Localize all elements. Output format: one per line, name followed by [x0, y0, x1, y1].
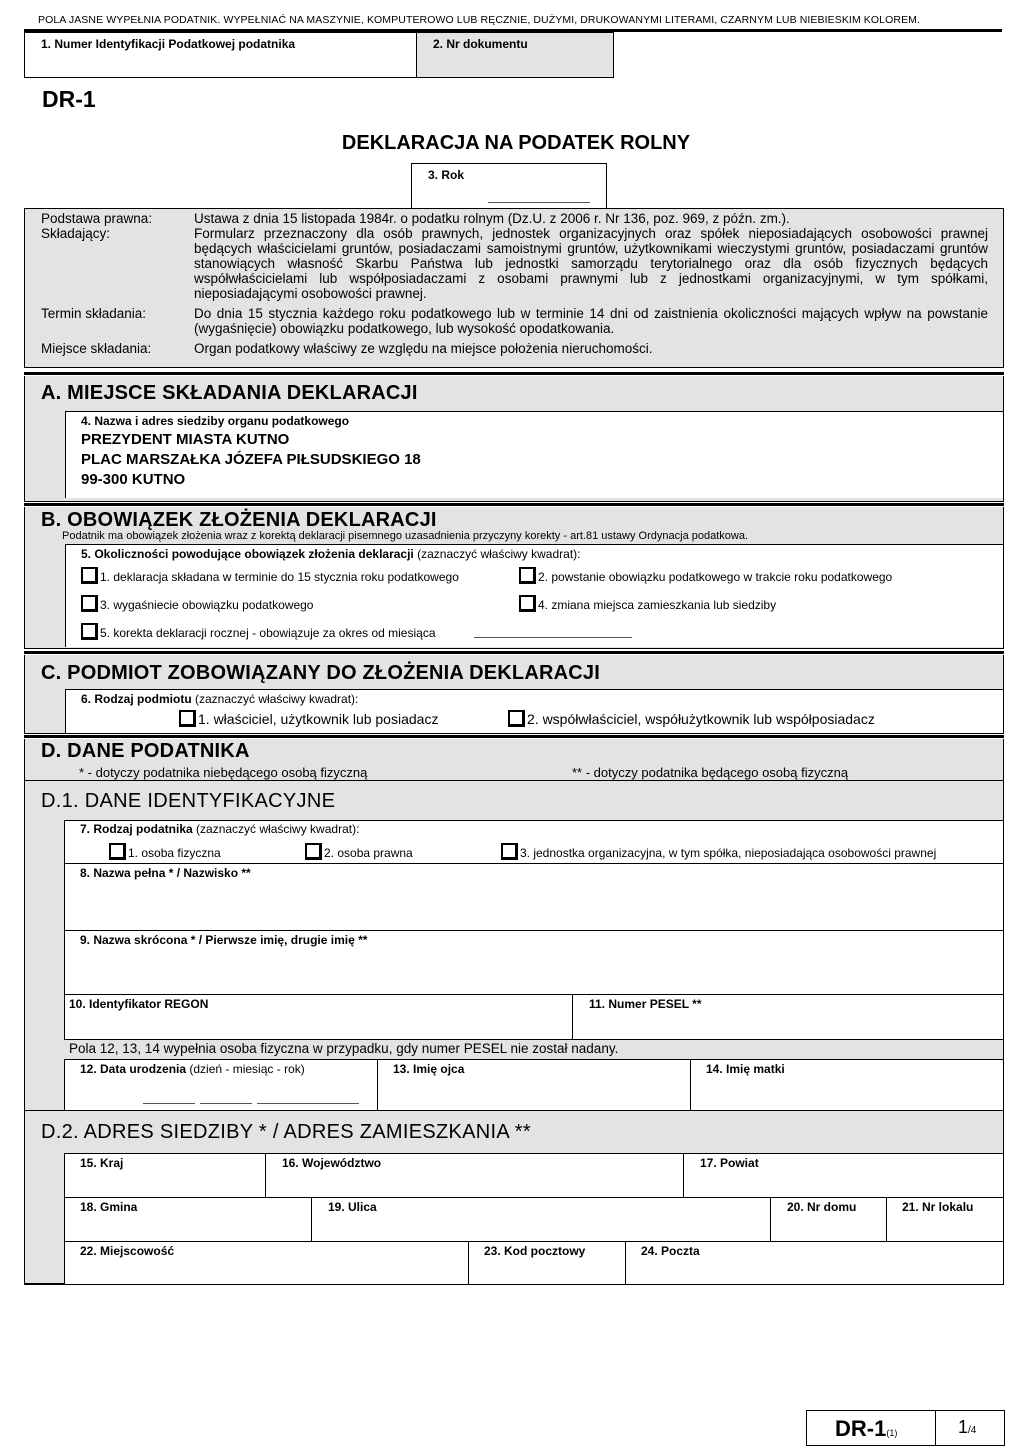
d2-title: D.2. ADRES SIEDZIBY * / ADRES ZAMIESZKANIA **: [41, 1121, 531, 1143]
checkbox-icon[interactable]: [519, 595, 536, 612]
footer-form-code-box: [806, 1410, 936, 1446]
field-rodzaj-podmiotu-hint: (zaznaczyć właściwy kwadrat):: [195, 692, 359, 706]
field-data-urodzenia[interactable]: [65, 1060, 376, 1110]
section-b-title: B. OBOWIĄZEK ZŁOŻENIA DEKLARACJI: [41, 509, 437, 531]
option-b5[interactable]: 5. korekta deklaracji rocznej - obowiązuje za okres od miesiąca: [81, 623, 436, 640]
rule-c: [24, 651, 1004, 654]
month-ticks: [474, 633, 632, 638]
field-organ-label: 4. Nazwa i adres siedziby organu podatkowego: [81, 414, 350, 428]
field-kraj-label: 15. Kraj: [80, 1156, 124, 1170]
field-powiat[interactable]: [684, 1154, 1003, 1197]
field-data-urodzenia-hint: (dzień - miesiąc - rok): [189, 1062, 305, 1076]
field-miejscowosc[interactable]: [65, 1242, 467, 1284]
field-imie-ojca[interactable]: [378, 1060, 689, 1110]
field-year-label: 3. Rok: [428, 168, 465, 182]
field-doc-number-label: 2. Nr dokumentu: [433, 37, 528, 51]
field-wojewodztwo[interactable]: [266, 1154, 682, 1197]
field-nazwa-pelna[interactable]: [65, 864, 1003, 930]
organ-line-2: PLAC MARSZAŁKA JÓZEFA PIŁSUDSKIEGO 18: [81, 451, 421, 468]
d1-title: D.1. DANE IDENTYFIKACYJNE: [41, 790, 336, 812]
info-box: [24, 208, 1004, 368]
rule-d: [24, 735, 1004, 738]
field-nr-lokalu[interactable]: [887, 1198, 1003, 1241]
checkbox-icon[interactable]: [179, 710, 196, 727]
checkbox-icon[interactable]: [81, 623, 98, 640]
field-nr-domu[interactable]: [771, 1198, 885, 1241]
option-b2[interactable]: 2. powstanie obowiązku podatkowego w trakcie roku podatkowego: [519, 567, 892, 584]
option-c2[interactable]: 2. współwłaściciel, współużytkownik lub współposiadacz: [508, 710, 875, 727]
organ-line-1: PREZYDENT MIASTA KUTNO: [81, 431, 290, 448]
rule-b: [24, 503, 1004, 506]
rule-a: [24, 372, 1004, 375]
field-nip-label: 1. Numer Identyfikacji Podatkowej podatnika: [41, 37, 296, 51]
section-d-note-2: ** - dotyczy podatnika będącego osobą fizyczną: [572, 765, 849, 780]
section-c: [24, 655, 1004, 734]
termin-label: Termin składania:: [41, 306, 147, 321]
field-kod-pocztowy-label: 23. Kod pocztowy: [484, 1244, 586, 1258]
checkbox-icon[interactable]: [109, 843, 126, 860]
option-d7-2[interactable]: 2. osoba prawna: [305, 843, 413, 860]
field-nazwa-skrocona[interactable]: [65, 931, 1003, 994]
field-nr-lokalu-label: 21. Nr lokalu: [902, 1200, 974, 1214]
field-imie-matki[interactable]: [691, 1060, 1003, 1110]
field-okolicznosci-label: 5. Okoliczności powodujące obowiązek złożenia deklaracji: [81, 547, 414, 561]
option-b1[interactable]: 1. deklaracja składana w terminie do 15 stycznia roku podatkowego: [81, 567, 459, 584]
field-kraj[interactable]: [65, 1154, 264, 1197]
podstawa-label: Podstawa prawna:: [41, 211, 153, 226]
footer-page-box: [935, 1410, 1005, 1446]
field-rodzaj-podmiotu-label: 6. Rodzaj podmiotu: [81, 692, 192, 706]
field-pesel[interactable]: [573, 995, 1003, 1039]
field-pesel-label: 11. Numer PESEL **: [589, 997, 702, 1011]
field-powiat-label: 17. Powiat: [700, 1156, 759, 1170]
miejsce-label: Miejsce składania:: [41, 341, 152, 356]
field-doc-number[interactable]: [416, 32, 614, 78]
section-c-title: C. PODMIOT ZOBOWIĄZANY DO ZŁOŻENIA DEKLARACJI: [41, 662, 600, 684]
field-regon-label: 10. Identyfikator REGON: [69, 997, 209, 1011]
field-okolicznosci-hint: (zaznaczyć właściwy kwadrat):: [417, 547, 581, 561]
field-miejscowosc-label: 22. Miejscowość: [80, 1244, 175, 1258]
podstawa-text: Ustawa z dnia 15 listopada 1984r. o podatku rolnym (Dz.U. z 2006 r. Nr 136, poz. 969, z późn. zm.).: [194, 211, 790, 226]
field-regon[interactable]: [65, 995, 571, 1039]
field-nazwa-pelna-label: 8. Nazwa pełna * / Nazwisko **: [80, 866, 251, 880]
footer-page-number: 1: [958, 1417, 969, 1437]
section-d-title: D. DANE PODATNIKA: [41, 740, 250, 762]
checkbox-icon[interactable]: [508, 710, 525, 727]
field-gmina-label: 18. Gmina: [80, 1200, 138, 1214]
field-poczta-label: 24. Poczta: [641, 1244, 700, 1258]
section-a-title: A. MIEJSCE SKŁADANIA DEKLARACJI: [41, 382, 418, 404]
field-rodzaj-podatnika-hint: (zaznaczyć właściwy kwadrat):: [196, 822, 360, 836]
field-rodzaj-podatnika-label: 7. Rodzaj podatnika: [80, 822, 193, 836]
section-b: [24, 507, 1004, 649]
section-a: [24, 376, 1004, 502]
field-poczta[interactable]: [626, 1242, 1003, 1284]
option-d7-1[interactable]: 1. osoba fizyczna: [109, 843, 221, 860]
page-title: DEKLARACJA NA PODATEK ROLNY: [341, 132, 691, 154]
top-note: POLA JASNE WYPEŁNIA PODATNIK. WYPEŁNIAĆ NA MASZYNIE, KOMPUTEROWO LUB RĘCZNIE, DUŻYMI, DRUKOWANYMI LITERAMI, CZARNYM LUB NIEBIESKIM KOLOREM.: [38, 14, 921, 26]
footer-form-code: DR-1: [835, 1416, 887, 1441]
field-nip[interactable]: [24, 32, 417, 78]
field-nr-domu-label: 20. Nr domu: [787, 1200, 857, 1214]
checkbox-icon[interactable]: [519, 567, 536, 584]
checkbox-icon[interactable]: [305, 843, 322, 860]
checkbox-icon[interactable]: [501, 843, 518, 860]
section-b-note: Podatnik ma obowiązek złożenia wraz z korektą deklaracji pisemnego uzasadnienia przyczyny korekty - art.81 ustawy Ordynacja podatkowa.: [62, 530, 749, 542]
skladajacy-text: Formularz przeznaczony dla osób prawnych, jednostek organizacyjnych oraz spółek nieposiadających osobowości prawnej będących właścicielami gruntów, posiadaczami samoistnymi gruntów, użytkownikami wieczystymi gruntów, posiadaczami gruntów stanowiących własność Skarbu Państwa lub jednostki samorządu terytorialnego oraz dla osób fizycznych będących współwłaścicielami lub współposiadaczami z osobami prawnymi lub z jednostkami organizacyjnymi, w tym spółkami, nieposiadającymi osobowości prawnej.: [194, 226, 988, 301]
footer-page-total: /4: [968, 1425, 977, 1436]
section-d-note-1: * - dotyczy podatnika niebędącego osobą fizyczną: [79, 765, 368, 780]
field-imie-ojca-label: 13. Imię ojca: [393, 1062, 465, 1076]
field-rodzaj-podmiotu: [65, 689, 1003, 733]
option-c1[interactable]: 1. właściciel, użytkownik lub posiadacz: [179, 710, 438, 727]
field-organ[interactable]: [65, 411, 1003, 498]
miejsce-text: Organ podatkowy właściwy ze względu na miejsce położenia nieruchomości.: [194, 341, 653, 356]
option-b3[interactable]: 3. wygaśniecie obowiązku podatkowego: [81, 595, 313, 612]
pesel-note: Pola 12, 13, 14 wypełnia osoba fizyczna w przypadku, gdy numer PESEL nie został nadany.: [69, 1041, 619, 1056]
organ-line-3: 99-300 KUTNO: [81, 471, 186, 488]
option-d7-3[interactable]: 3. jednostka organizacyjna, w tym spółka, nieposiadająca osobowości prawnej: [501, 843, 936, 860]
checkbox-icon[interactable]: [81, 595, 98, 612]
field-wojewodztwo-label: 16. Województwo: [282, 1156, 382, 1170]
field-imie-matki-label: 14. Imię matki: [706, 1062, 785, 1076]
field-ulica[interactable]: [312, 1198, 769, 1241]
footer-form-version: (1): [886, 1428, 898, 1438]
option-b4[interactable]: 4. zmiana miejsca zamieszkania lub siedziby: [519, 595, 776, 612]
field-nazwa-skrocona-label: 9. Nazwa skrócona * / Pierwsze imię, drugie imię **: [80, 933, 368, 947]
field-gmina[interactable]: [65, 1198, 310, 1241]
field-kod-pocztowy[interactable]: [469, 1242, 624, 1284]
checkbox-icon[interactable]: [81, 567, 98, 584]
rule-d1: [24, 780, 1004, 781]
year-ticks: [488, 198, 590, 203]
form-code: DR-1: [42, 86, 96, 112]
field-data-urodzenia-label: 12. Data urodzenia: [80, 1062, 187, 1076]
termin-text: Do dnia 15 stycznia każdego roku podatkowego lub w terminie 14 dni od zaistnienia okoliczności mających wpływ na powstanie (wygaśnięcie) obowiązku podatkowego, lub wysokość opodatkowania.: [194, 306, 988, 336]
skladajacy-label: Składający:: [41, 226, 111, 241]
field-okolicznosci: [65, 544, 1003, 647]
field-ulica-label: 19. Ulica: [328, 1200, 377, 1214]
field-year[interactable]: [411, 163, 607, 209]
